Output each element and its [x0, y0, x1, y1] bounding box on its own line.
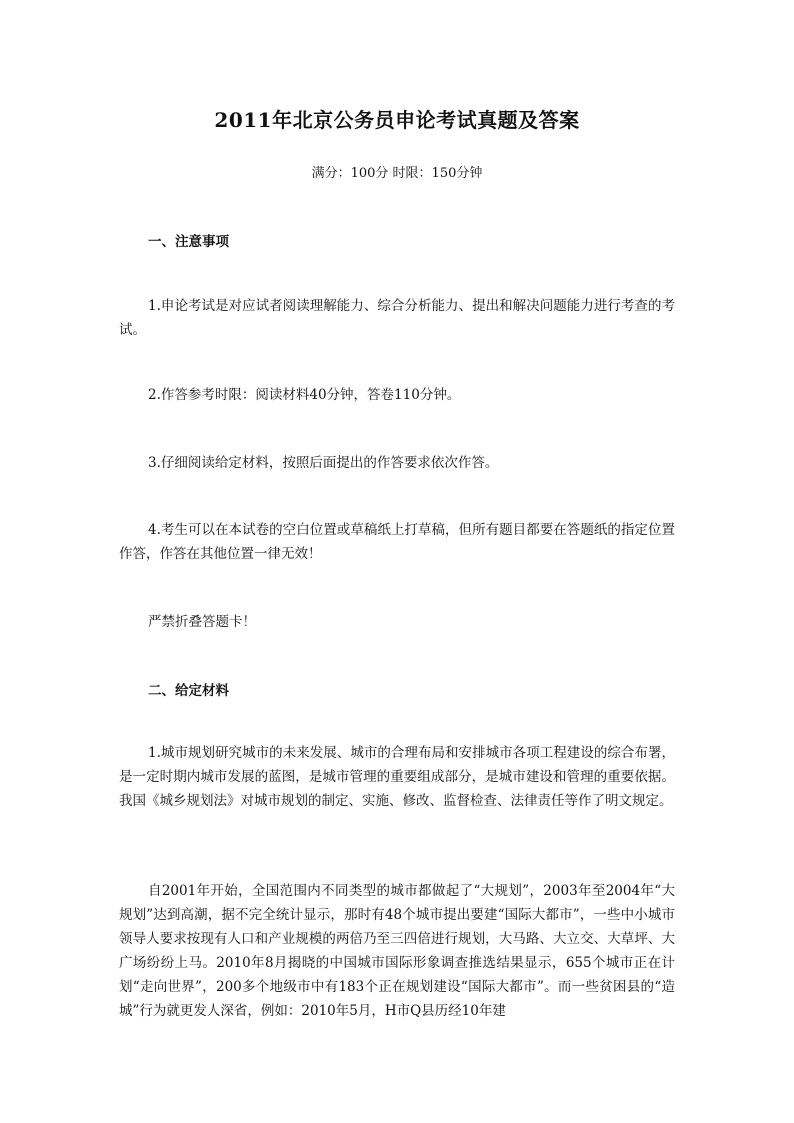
exam-info: 满分：100分 时限：150分钟	[311, 166, 483, 181]
material-paragraph-2: 自2001年开始，全国范围内不同类型的城市都做起了“大规划”，2003年至2004年“大规划”达到高潮，据不完全统计显示，那时有48个城市提出要建“国际大都市”，一些中小城市领导人要求按现有人口和产业规模的两倍乃至三四倍进行规划，大马路、大立交、大草坪、大广场纷纷上马。2010年8月揭晓的中国城市国际形象调查推选结果显示，655个城市正在计划“走向世界”，200多个地级市中有183个正在规划建设“国际大都市”。而一些贫困县的“造城”行为就更发人深省，例如：2010年5月，H市Q县历经10年建	[119, 883, 675, 1019]
note-item-3: 3.仔细阅读给定材料，按照后面提出的作答要求依次作答。	[148, 455, 499, 471]
note-item-4: 4.考生可以在本试卷的空白位置或草稿纸上打草稿，但所有题目都要在答题纸的指定位置作答，作答在其他位置一律无效！	[119, 522, 675, 562]
material-paragraph-1: 1.城市规划研究城市的未来发展、城市的合理布局和安排城市各项工程建设的综合布署，是一定时期内城市发展的蓝图，是城市管理的重要组成部分，是城市建设和管理的重要依据。我国《城乡规划法》对城市规划的制定、实施、修改、监督检查、法律责任等作了明文规定。	[119, 745, 675, 809]
section-heading-materials: 二、给定材料	[148, 683, 229, 699]
warning-text: 严禁折叠答题卡！	[148, 614, 256, 630]
note-item-1: 1.申论考试是对应试者阅读理解能力、综合分析能力、提出和解决问题能力进行考查的考试。	[119, 298, 675, 338]
note-item-2: 2.作答参考时限：阅读材料40分钟，答卷110分钟。	[148, 387, 461, 403]
document-title: 2011年北京公务员申论考试真题及答案	[214, 108, 580, 132]
section-heading-notes: 一、注意事项	[148, 234, 229, 250]
